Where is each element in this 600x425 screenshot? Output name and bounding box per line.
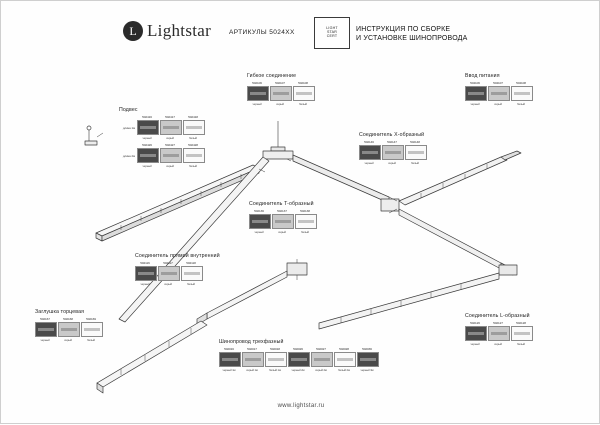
swatch-chip <box>334 352 356 367</box>
swatch-row <box>465 81 531 106</box>
swatch[interactable] <box>160 143 180 168</box>
cert-line-3: CERT <box>326 33 338 38</box>
swatch-label: черный 1м <box>222 368 236 372</box>
swatch[interactable] <box>219 347 239 372</box>
swatch-label: черный <box>470 102 480 106</box>
row <box>119 143 203 168</box>
swatch-chip <box>359 145 381 160</box>
swatch-label: белый <box>187 282 195 286</box>
swatch-label: серый <box>64 338 72 342</box>
group-title: Шинопровод трехфазный <box>219 339 284 345</box>
swatch-chip <box>357 352 379 367</box>
swatch-chip <box>293 86 315 101</box>
swatch[interactable] <box>465 81 485 106</box>
swatch-label: белый <box>301 230 309 234</box>
swatch-chip <box>160 148 182 163</box>
instruction-line-1: ИНСТРУКЦИЯ ПО СБОРКЕ <box>356 26 451 33</box>
swatch-code: 502108 <box>298 81 308 85</box>
swatch[interactable] <box>242 347 262 372</box>
group-gibkoe-soedinenie <box>247 73 313 106</box>
swatch-code: 502036 <box>362 347 372 351</box>
swatch-code: 502169 <box>86 317 96 321</box>
row <box>119 115 203 140</box>
group-busbar <box>219 339 377 372</box>
swatch[interactable] <box>35 317 55 342</box>
swatch-label: черный 3м <box>360 368 374 372</box>
group-l-connector <box>465 313 531 346</box>
swatch-chip <box>35 322 57 337</box>
swatch-code: 504107 <box>493 81 503 85</box>
group-podves <box>119 107 203 168</box>
swatch-chip <box>488 326 510 341</box>
swatch-label: черный 2м <box>291 368 305 372</box>
swatch-row <box>247 81 313 106</box>
swatch-chip <box>488 86 510 101</box>
cert-line-1: LIGHT <box>326 26 338 31</box>
swatch-chip <box>158 266 180 281</box>
swatch-code: 502028 <box>339 347 349 351</box>
swatch-label: белый <box>517 342 525 346</box>
swatch-chip <box>270 86 292 101</box>
swatch-row <box>137 115 203 140</box>
swatch[interactable] <box>270 81 290 106</box>
swatch-code: 502018 <box>270 347 280 351</box>
swatch-label: серый <box>164 282 172 286</box>
swatch-code: 502426 <box>142 143 152 147</box>
swatch-chip <box>183 120 205 135</box>
group-title: Соединитель L-образный <box>465 313 530 319</box>
group-title: Гибкое соединение <box>247 73 297 79</box>
swatch-chip <box>160 120 182 135</box>
swatch[interactable] <box>488 321 508 346</box>
swatch-chip <box>181 266 203 281</box>
brand-name: Lightstar <box>147 21 212 40</box>
swatch-label: серый <box>276 102 284 106</box>
swatch-chip <box>81 322 103 337</box>
swatch[interactable] <box>272 209 292 234</box>
swatch-chip <box>511 86 533 101</box>
group-end-cap <box>35 309 101 342</box>
swatch-code: 502106 <box>252 81 262 85</box>
swatch[interactable] <box>334 347 354 372</box>
swatch[interactable] <box>359 140 379 165</box>
footer-website[interactable]: www.lightstar.ru <box>277 403 325 409</box>
swatch-label: черный <box>142 136 152 140</box>
swatch-code: 502128 <box>516 321 526 325</box>
swatch-row <box>35 317 101 342</box>
swatch-label: серый 2м <box>315 368 327 372</box>
swatch[interactable] <box>311 347 331 372</box>
swatch[interactable] <box>511 321 531 346</box>
swatch-chip <box>58 322 80 337</box>
swatch-label: белый 1м <box>269 368 281 372</box>
row-label: длина 2м <box>122 153 135 158</box>
swatch-row <box>135 261 220 286</box>
swatch[interactable] <box>137 143 157 168</box>
swatch-chip <box>135 266 157 281</box>
swatch-chip <box>465 326 487 341</box>
swatch[interactable] <box>288 347 308 372</box>
swatch-code: 502027 <box>316 347 326 351</box>
swatch-code: 502016 <box>224 347 234 351</box>
swatch-chip <box>137 120 159 135</box>
swatch[interactable] <box>58 317 78 342</box>
swatch-code: 504108 <box>516 81 526 85</box>
group-title: Соединитель прямой внутренний <box>135 253 220 259</box>
swatch-row <box>219 347 377 372</box>
group-title: Соединитель X-образный <box>359 132 425 138</box>
swatch-label: черный <box>254 230 264 234</box>
swatch-label: белый <box>411 161 419 165</box>
swatch-label: белый 2м <box>338 368 350 372</box>
swatch-code: 502428 <box>188 143 198 147</box>
swatch[interactable] <box>81 317 101 342</box>
swatch-chip <box>311 352 333 367</box>
swatch[interactable] <box>465 321 485 346</box>
swatch-row <box>359 140 425 165</box>
swatch-label: серый 1м <box>246 368 258 372</box>
swatch-chip <box>288 352 310 367</box>
swatch-label: черный <box>142 164 152 168</box>
group-rows <box>119 115 203 168</box>
group-title: Подвес <box>119 107 138 113</box>
swatch[interactable] <box>181 261 201 286</box>
swatch[interactable] <box>293 81 313 106</box>
swatch-chip <box>511 326 533 341</box>
swatch-label: черный <box>40 338 50 342</box>
swatch[interactable] <box>249 209 269 234</box>
swatch-code: 502138 <box>300 209 310 213</box>
swatch-label: черный <box>364 161 374 165</box>
swatch-code: 502118 <box>186 261 196 265</box>
swatch[interactable] <box>295 209 315 234</box>
swatch[interactable] <box>382 140 402 165</box>
group-title: Ввод питания <box>465 73 500 79</box>
swatch[interactable] <box>137 115 157 140</box>
swatch-chip <box>249 214 271 229</box>
swatch-label: серый <box>494 342 502 346</box>
swatch-code: 502126 <box>470 321 480 325</box>
group-title: Заглушка торцевая <box>35 309 85 315</box>
swatch-label: серый <box>278 230 286 234</box>
swatch-chip <box>265 352 287 367</box>
swatch-label: черный <box>252 102 262 106</box>
swatch[interactable] <box>183 115 203 140</box>
swatch[interactable] <box>160 115 180 140</box>
swatch[interactable] <box>183 143 203 168</box>
swatch-code: 502136 <box>254 209 264 213</box>
swatch-code: 502017 <box>247 347 257 351</box>
swatch-chip <box>242 352 264 367</box>
group-vvod-pitaniya <box>465 73 531 106</box>
swatch-chip <box>465 86 487 101</box>
group-t-connector <box>249 201 315 234</box>
swatch-chip <box>219 352 241 367</box>
swatch[interactable] <box>405 140 425 165</box>
swatch-label: серый <box>166 136 174 140</box>
swatch-code: 502107 <box>275 81 285 85</box>
swatch-chip <box>247 86 269 101</box>
swatch-code: 502418 <box>188 115 198 119</box>
swatch-chip <box>137 148 159 163</box>
row-label: длина 1м <box>122 125 135 130</box>
group-straight-connector <box>135 253 220 286</box>
swatch-label: белый <box>189 164 197 168</box>
swatch-chip <box>272 214 294 229</box>
swatch-label: черный <box>470 342 480 346</box>
swatch-label: серый <box>388 161 396 165</box>
swatch-code: 502168 <box>63 317 73 321</box>
swatch-code: 502147 <box>387 140 397 144</box>
swatch-label: белый <box>189 136 197 140</box>
swatch-code: 502417 <box>165 115 175 119</box>
swatch-code: 502137 <box>277 209 287 213</box>
swatch-code: 502146 <box>364 140 374 144</box>
swatch[interactable] <box>265 347 285 372</box>
swatch-code: 502026 <box>293 347 303 351</box>
swatch-code: 502127 <box>493 321 503 325</box>
swatch-code: 502427 <box>165 143 175 147</box>
swatch[interactable] <box>247 81 267 106</box>
swatch[interactable] <box>158 261 178 286</box>
swatch-code: 502148 <box>410 140 420 144</box>
swatch-label: серый <box>494 102 502 106</box>
logo-mark-icon: L <box>123 21 143 41</box>
swatch-chip <box>183 148 205 163</box>
article-code: АРТИКУЛЫ 5024XX <box>229 29 295 36</box>
swatch-label: белый <box>87 338 95 342</box>
swatch-chip <box>295 214 317 229</box>
swatch-code: 502116 <box>140 261 150 265</box>
swatch-label: белый <box>517 102 525 106</box>
swatch[interactable] <box>488 81 508 106</box>
swatch-code: 502167 <box>40 317 50 321</box>
swatch-code: 502117 <box>163 261 173 265</box>
swatch[interactable] <box>511 81 531 106</box>
swatch-chip <box>382 145 404 160</box>
swatch-row <box>249 209 315 234</box>
swatch-label: белый <box>299 102 307 106</box>
swatch-label: серый <box>166 164 174 168</box>
swatch-label: черный <box>140 282 150 286</box>
swatch[interactable] <box>357 347 377 372</box>
swatch-row <box>465 321 531 346</box>
instruction-line-2: И УСТАНОВКЕ ШИНОПРОВОДА <box>356 35 468 43</box>
swatch-code: 502416 <box>142 115 152 119</box>
group-title: Соединитель T-образный <box>249 201 314 207</box>
group-x-connector <box>359 132 425 165</box>
swatch-code: 504106 <box>470 81 480 85</box>
cert-line-2: STAR <box>326 30 338 35</box>
swatch-chip <box>405 145 427 160</box>
swatch[interactable] <box>135 261 155 286</box>
swatch-row <box>137 143 203 168</box>
